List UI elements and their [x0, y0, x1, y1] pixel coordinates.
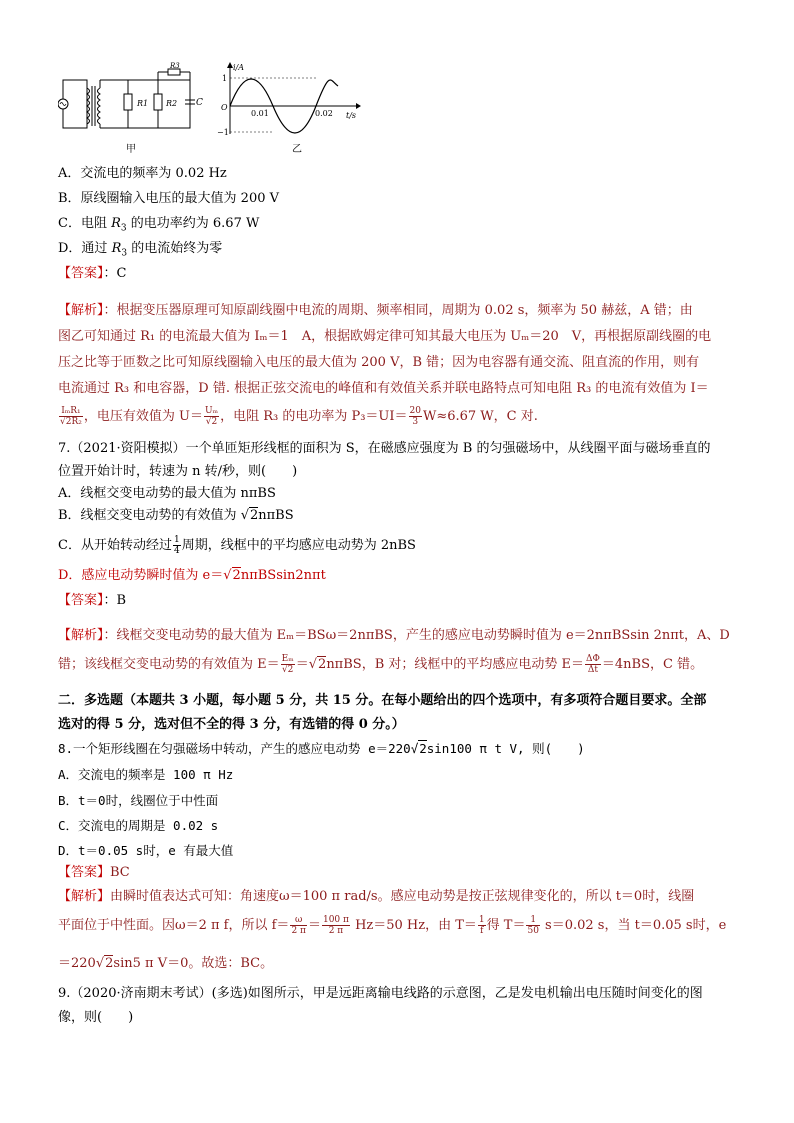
section2-heading-line1: 二．多选题（本题共 3 小题，每小题 5 分，共 15 分。在每小题给出的四个选项中，有多项符合题目要求。全部	[58, 693, 707, 708]
label-r3: R3	[170, 62, 180, 70]
q6-explanation-line1: 【解析】：根据变压器原理可知原副线圈中电流的周期、频率相同，周期为 0.02 s，频率为 50 赫兹，A 错；由	[58, 303, 693, 318]
label-c: C	[196, 98, 203, 108]
q7-stem-line2: 位置开始计时，转速为 n 转/秒，则( )	[58, 464, 298, 479]
q7-answer: 【答案】：B	[58, 593, 127, 608]
q8-option-d: D．t＝0.05 s时，e 有最大值	[58, 843, 234, 858]
q8-explanation-line2: 平面位于中性面。因ω＝2 π f，所以 f＝ $\frac{\omega}{2 \pi}$ ＝ $\frac{100 \pi}{2 \pi}$ Hz＝50 Hz，由 T＝ $\frac{1}{f}$ 得 T＝ $\frac{1}{50}$ s＝0.02 s，当 t＝0.05 s时，e	[58, 915, 727, 936]
q6-explanation-line4: 电流通过 R₃ 和电容器，D 错. 根据正弦交流电的峰值和有效值关系并联电路特点可知电阻 R₃ 的电流有效值为 I＝	[58, 381, 709, 396]
origin-label: O	[221, 103, 228, 112]
tick-001: 0.01	[251, 109, 269, 118]
q7-explanation-line1: 【解析】：线框交变电动势的最大值为 Eₘ＝BSω＝2nπBS，产生的感应电动势瞬时值为 e＝2nπBSsin 2nπt，A、D	[58, 628, 730, 643]
q7-explanation-line2: 错；该线框交变电动势的有效值为 E＝ $\frac{\text{Eₘ}}{√2}$ ＝√2nπBS，B 对；线框中的平均感应电动势 E＝ $\frac{\Delta\Phi}{\Delta t}$ ＝4nBS，C 错。	[58, 654, 704, 675]
q6-explanation-line3: 压之比等于匝数之比可知原线圈输入电压的最大值为 200 V，B 错；因为电容器有通交流、阻直流的作用，则有	[58, 355, 700, 370]
section2-heading-line2: 选对的得 5 分，选对但不全的得 3 分，有选错的得 0 分。）	[58, 717, 405, 732]
tick-neg1: −1	[217, 128, 229, 137]
q6-answer: 【答案】：C	[58, 266, 127, 281]
q8-answer: 【答案】BC	[58, 865, 130, 880]
q6-option-b: B．原线圈输入电压的最大值为 200 V	[58, 191, 280, 206]
label-jia: 甲	[126, 144, 136, 155]
q6-option-a: A．交流电的频率为 0.02 Hz	[58, 166, 227, 181]
sine-graph-yi	[214, 60, 364, 160]
q6-explanation-line5: $\frac{\text{IₘR₁}}{\text{√2R₂}}$ ，电压有效值为 U＝ $\frac{\text{Uₘ}}{√2}$ ，电阻 R₃ 的电功率为 P₃＝UI＝ $\frac{20}{3}$ W≈6.67 W，C 对.	[60, 406, 538, 427]
q6-explanation-line2: 图乙可知通过 R₁ 的电流最大值为 Iₘ＝1 A，根据欧姆定律可知其最大电压为 Uₘ＝20 V，再根据原副线圈的电	[58, 329, 712, 344]
label-r1: R1	[137, 99, 149, 108]
q9-stem-line2: 像，则( )	[58, 1010, 134, 1025]
tick-1: 1	[222, 74, 228, 83]
q8-option-c: C．交流电的周期是 0.02 s	[58, 818, 219, 833]
q7-option-b: B．线框交变电动势的有效值为 √2nπBS	[58, 508, 294, 523]
q6-option-d: D．通过 $R_3$ 的电流始终为零	[58, 241, 223, 259]
q7-option-c: C．从开始转动经过 $\frac{1}{4}$ 周期，线框中的平均感应电动势为 2nBS	[58, 535, 416, 556]
q7-stem-line1: 7.（2021·资阳模拟）一个单匝矩形线框的面积为 S，在磁感应强度为 B 的匀强磁场中，从线圈平面与磁场垂直的	[58, 441, 711, 456]
q8-option-b: B．t＝0时，线圈位于中性面	[58, 793, 219, 808]
q7-option-d: D．感应电动势瞬时值为 e＝√2nπBSsin2nπt	[58, 568, 326, 583]
q9-stem-line1: 9.（2020·济南期末考试）(多选)如图所示，甲是远距离输电线路的示意图，乙是发电机输出电压随时间变化的图	[58, 986, 703, 1001]
q7-option-a: A．线框交变电动势的最大值为 nπBS	[58, 486, 276, 501]
q8-stem: 8.一个矩形线圈在匀强磁场中转动，产生的感应电动势 e＝220√2sin100 π t V, 则( )	[58, 741, 585, 756]
axis-label-i: i/A	[233, 63, 245, 72]
axis-label-t: t/s	[346, 111, 357, 120]
q8-option-a: A．交流电的频率是 100 π Hz	[58, 767, 234, 782]
circuit-diagram-jia	[58, 62, 208, 162]
q6-option-c: C．电阻 $R_3$ 的电功率约为 6.67 W	[58, 216, 260, 234]
q8-explanation-line1: 【解析】由瞬时值表达式可知：角速度ω＝100 π rad/s。感应电动势是按正弦规律变化的，所以 t＝0时，线圈	[58, 889, 695, 904]
label-r2: R2	[166, 99, 178, 108]
q8-explanation-line3: ＝220√2sin5 π V＝0。故选：BC。	[58, 956, 274, 971]
label-yi: 乙	[292, 144, 302, 155]
tick-002: 0.02	[315, 109, 333, 118]
